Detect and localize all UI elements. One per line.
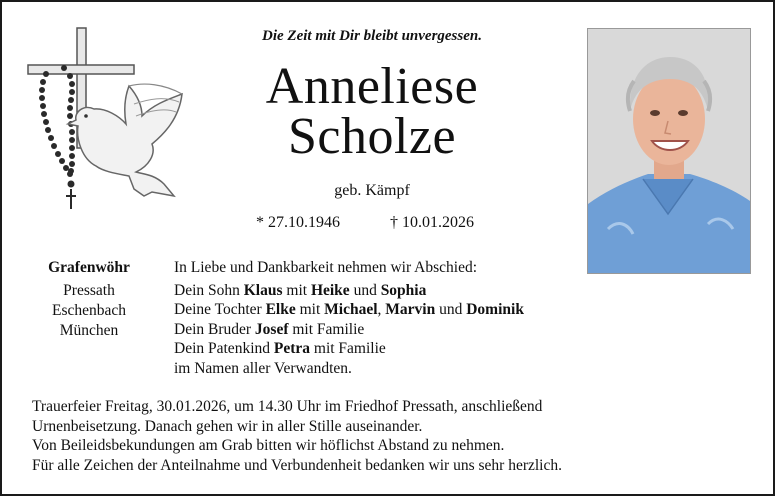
service-notes <box>32 397 732 475</box>
note-line: Für alle Zeichen der Anteilnahme und Verbundenheit bedanken wir uns sehr herzlich. <box>32 456 562 474</box>
text-fragment: Dein Patenkind <box>174 340 274 357</box>
son-name: Klaus <box>243 281 283 299</box>
daughter-partner-name: Michael <box>324 301 378 318</box>
mourners-intro: In Liebe und Dankbarkeit nehmen wir Abschied: <box>174 259 478 276</box>
maiden-name: geb. Kämpf <box>334 182 410 199</box>
text-fragment: und <box>435 301 467 318</box>
cross-dove-rosary-icon <box>24 24 189 219</box>
portrait-photo <box>587 28 751 274</box>
mourner-godchild <box>174 339 584 359</box>
text-fragment: Dein Sohn <box>174 281 244 299</box>
text-fragment: Deine Tochter <box>174 301 266 318</box>
godchild-name: Petra <box>273 340 311 357</box>
daughter-child-name: Marvin <box>385 301 436 318</box>
place-item: Pressath <box>63 282 115 299</box>
text-fragment: mit <box>295 301 325 318</box>
birth-date: * 27.10.1946 <box>256 214 340 231</box>
mourner-brother <box>174 320 584 340</box>
place-main: Grafenwöhr <box>48 259 130 276</box>
last-name: Scholze <box>287 108 457 165</box>
son-child-name: Sophia <box>380 281 427 299</box>
first-name: Anneliese <box>265 58 479 115</box>
son-partner-name: Heike <box>310 281 350 299</box>
place-item: Eschenbach <box>51 302 127 319</box>
text-fragment: , <box>377 301 386 318</box>
text-fragment: mit Familie <box>288 320 365 338</box>
deceased-name <box>202 58 542 165</box>
note-line: Von Beileidsbekundungen am Grab bitten wir höflichst Abstand zu nehmen. <box>32 437 505 454</box>
text-fragment: Dein Bruder <box>174 320 255 338</box>
mourner-relatives: im Namen aller Verwandten. <box>174 359 352 377</box>
text-fragment: mit <box>282 281 311 299</box>
text-fragment: mit Familie <box>310 340 386 357</box>
mourners-list <box>174 258 584 378</box>
note-line: Trauerfeier Freitag, 30.01.2026, um 14.30 Uhr im Friedhof Pressath, anschließend <box>32 398 543 415</box>
text-fragment: und <box>349 281 381 299</box>
daughter-child-name: Dominik <box>466 301 524 318</box>
place-item: München <box>59 322 119 339</box>
motto: Die Zeit mit Dir bleibt unvergessen. <box>262 28 482 44</box>
place-list <box>24 258 154 341</box>
brother-name: Josef <box>254 320 289 338</box>
mourner-daughter <box>174 300 584 320</box>
daughter-name: Elke <box>265 301 296 318</box>
mourner-son <box>174 281 584 301</box>
death-date: † 10.01.2026 <box>390 214 474 231</box>
note-line: Urnenbeisetzung. Danach gehen wir in aller Stille auseinander. <box>32 417 423 435</box>
